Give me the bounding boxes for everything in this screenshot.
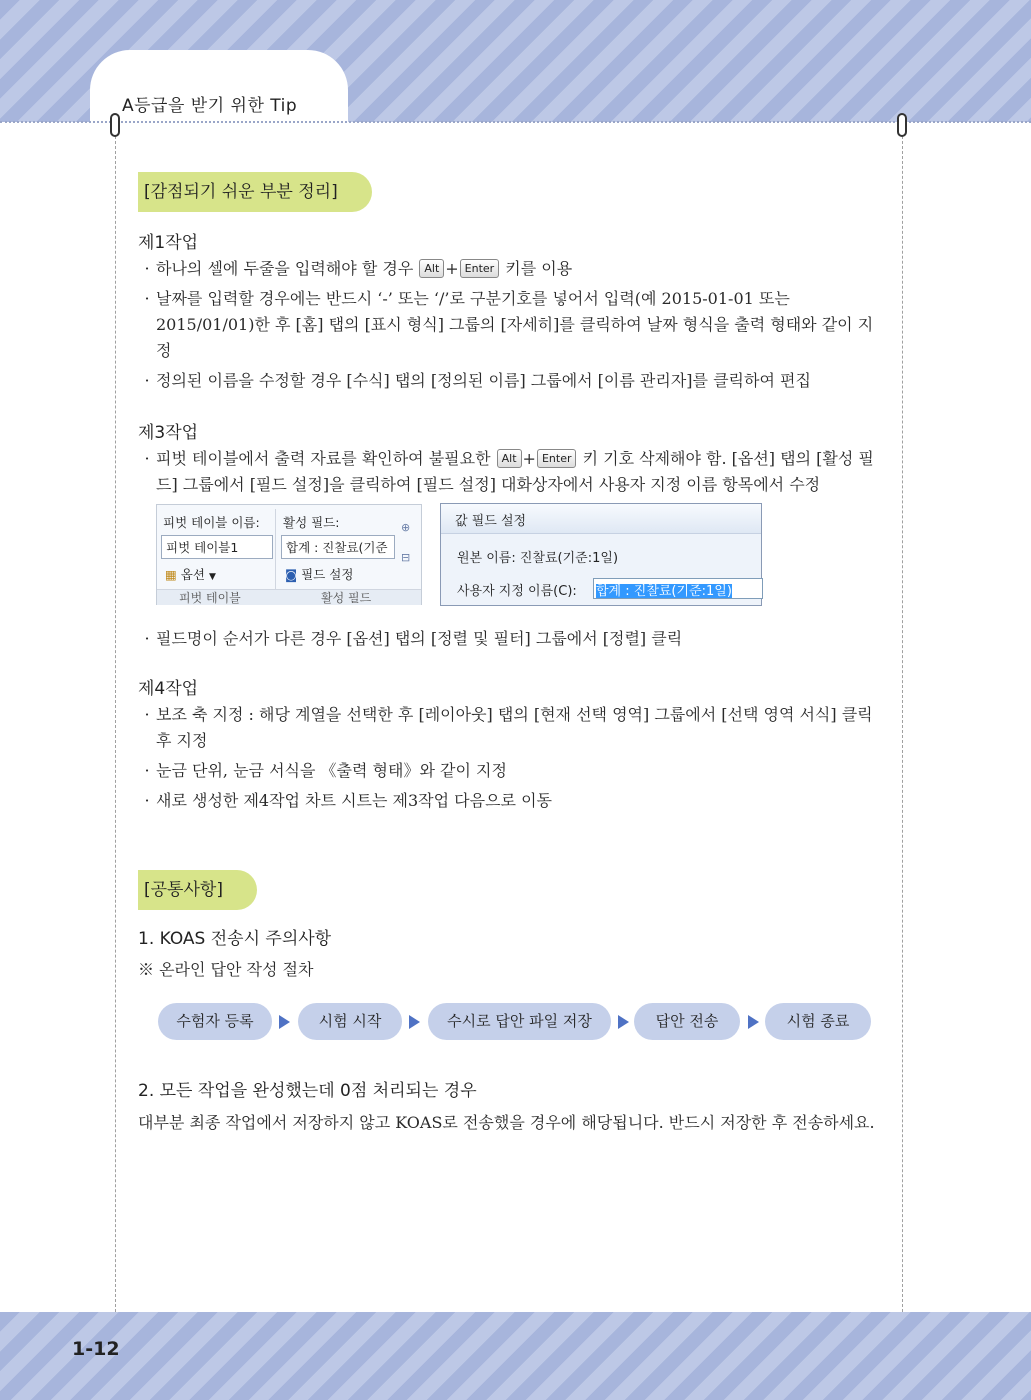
pivot-name-label: 피벗 테이블 이름: [163, 515, 260, 530]
expand-field-icon: ⊕ [401, 521, 411, 534]
group-label-active-field: 활성 필드 [321, 591, 372, 605]
koas-heading: 1. KOAS 전송시 주의사항 [138, 929, 332, 949]
task1-bullets [138, 256, 884, 394]
task4-bullets [138, 702, 884, 814]
task3-bullets-2 [138, 626, 884, 652]
flow-step-save: 수시로 답안 파일 저장 [428, 1003, 611, 1040]
field-settings-icon: ◙ [285, 567, 298, 582]
arrow-right-icon [409, 1015, 420, 1029]
enter-key-icon: Enter [460, 259, 500, 278]
tip-tab-title: A등급을 받기 위한 Tip [122, 96, 298, 116]
active-field-input: 합계 : 진찰료(기준 [281, 535, 395, 559]
arrow-right-icon [618, 1015, 629, 1029]
arrow-right-icon [279, 1015, 290, 1029]
field-settings-button: ◙ 필드 설정 [285, 567, 354, 582]
task4-bullet-1: · 보조 축 지정 : 해당 계열을 선택한 후 [레이아웃] 탭의 [현재 선택 영역] 그룹에서 [선택 영역 서식] 클릭 후 지정 [138, 702, 884, 754]
binder-ring-left [110, 113, 120, 137]
procedure-flow [0, 1003, 1031, 1040]
custom-name-input: 합계 : 진찰료(기준:1일) [593, 578, 763, 599]
top-dotted-line [0, 121, 1031, 123]
options-button: ▦ 옵션 ▼ [165, 567, 216, 582]
right-dashed-line [902, 126, 903, 1312]
flow-step-register: 수험자 등록 [158, 1003, 272, 1040]
alt-key-icon: Alt [497, 449, 522, 468]
pivot-ribbon-screenshot [156, 504, 422, 605]
ribbon-group-divider [275, 509, 276, 601]
dialog-title: 값 필드 설정 [441, 504, 761, 534]
task1-heading: 제1작업 [138, 233, 199, 253]
footer-stripe-band [0, 1312, 1031, 1400]
task4-bullet-3: · 새로 생성한 제4작업 차트 시트는 제3작업 다음으로 이동 [138, 788, 884, 814]
enter-key-icon: Enter [537, 449, 577, 468]
tip-tab [90, 50, 348, 124]
value-field-settings-dialog [440, 503, 762, 606]
page-number: 1-12 [72, 1338, 120, 1360]
left-dashed-line [115, 126, 116, 1312]
flow-step-submit: 답안 전송 [634, 1003, 740, 1040]
options-icon: ▦ [165, 567, 177, 582]
task3-bullet-1: · 피벗 테이블에서 출력 자료를 확인하여 불필요한 Alt + Enter 키 기호 삭제해야 함. [옵션] 탭의 [활성 필드] 그룹에서 [필드 설정]을 클릭하여 [필드 설정] 대화상자에서 사용자 지정 이름 항목에서 수정 [138, 446, 884, 498]
task4-bullet-2: · 눈금 단위, 눈금 서식을 《출력 형태》와 같이 지정 [138, 758, 884, 784]
section-title-deductions: [감점되기 쉬운 부분 정리] [138, 172, 372, 212]
task3-bullets [138, 446, 884, 498]
task1-bullet-1: · 하나의 셀에 두줄을 입력해야 할 경우 Alt + Enter 키를 이용 [138, 256, 884, 282]
zero-score-heading: 2. 모든 작업을 완성했는데 0점 처리되는 경우 [138, 1081, 477, 1101]
collapse-field-icon: ⊟ [401, 551, 411, 564]
flow-step-end: 시험 종료 [765, 1003, 871, 1040]
binder-ring-right [897, 113, 907, 137]
task1-bullet-3: · 정의된 이름을 수정할 경우 [수식] 탭의 [정의된 이름] 그룹에서 [이름 관리자]를 클릭하여 편집 [138, 368, 884, 394]
task1-bullet-2: · 날짜를 입력할 경우에는 반드시 ‘-’ 또는 ‘/’로 구분기호를 넣어서 입력(예 2015-01-01 또는 2015/01/01)한 후 [홈] 탭의 [표시 형식] 그룹의 [자세히]를 클릭하여 날짜 형식을 출력 형태와 같이 지정 [138, 286, 884, 364]
chevron-down-icon: ▼ [208, 572, 216, 582]
online-procedure-note: ※ 온라인 답안 작성 절차 [138, 960, 314, 979]
active-field-label: 활성 필드: [283, 515, 340, 530]
task4-heading: 제4작업 [138, 679, 199, 699]
task3-heading: 제3작업 [138, 423, 199, 443]
zero-score-text: 대부분 최종 작업에서 저장하지 않고 KOAS로 전송했을 경우에 해당됩니다. 반드시 저장한 후 전송하세요. [138, 1113, 875, 1132]
section-title-common: [공통사항] [138, 870, 257, 910]
group-label-pivot-table: 피벗 테이블 [179, 591, 241, 605]
custom-name-label: 사용자 지정 이름(C): [457, 584, 577, 599]
pivot-name-input: 피벗 테이블1 [161, 535, 273, 559]
task3-bullet-2: · 필드명이 순서가 다른 경우 [옵션] 탭의 [정렬 및 필터] 그룹에서 [정렬] 클릭 [138, 626, 884, 652]
source-name-text: 원본 이름: 진찰료(기준:1일) [457, 551, 619, 566]
flow-step-start: 시험 시작 [298, 1003, 402, 1040]
alt-key-icon: Alt [419, 259, 444, 278]
arrow-right-icon [748, 1015, 759, 1029]
